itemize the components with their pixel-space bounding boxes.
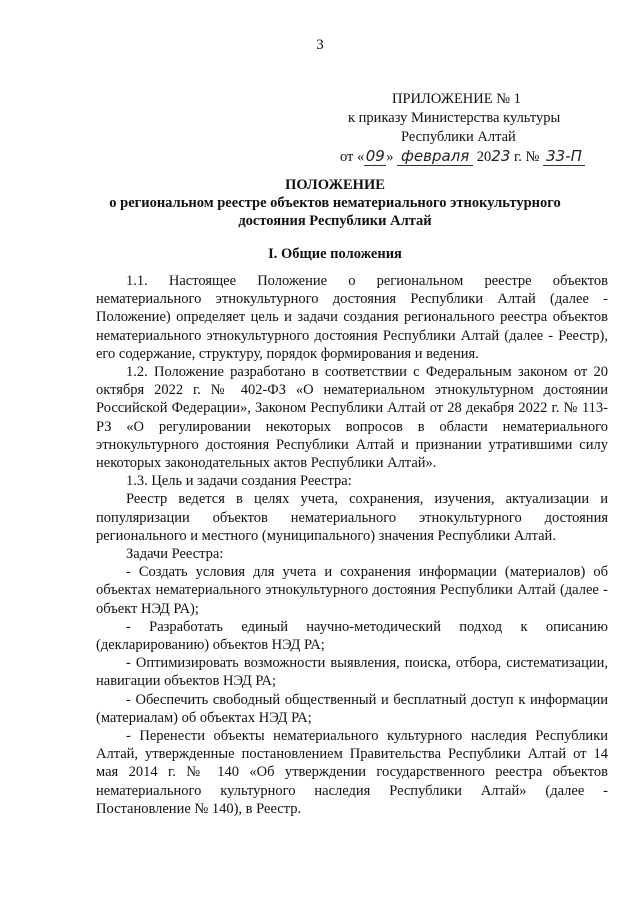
- paragraph-1-3: 1.3. Цель и задачи создания Реестра:: [126, 473, 352, 490]
- section-title: I. Общие положения: [268, 246, 402, 262]
- appendix-order-line: к приказу Министерства культуры: [348, 110, 561, 126]
- page-number: 3: [316, 37, 324, 53]
- task-item-1: - Создать условия для учета и сохранения информации (материалов) об объектах нематериального этнокультурного достояния Республики Алтай (далее - объект НЭД РА);: [96, 564, 608, 617]
- task-item-4: - Обеспечить свободный общественный и бесплатный доступ к информации (материалам) об объектах НЭД РА;: [96, 691, 608, 726]
- appendix-block: [340, 90, 590, 171]
- appendix-republic-line: Республики Алтай: [401, 129, 516, 145]
- paragraph-1-2: 1.2. Положение разработано в соответствии с Федеральным законом от 20 октября 2022 г. № 402-ФЗ «О нематериальном этнокультурном достоянии Российской Федерации», Законом Республики Алтай от 28 декабря 2022 г. № 113-РЗ «О регулировании некоторых вопросов в области нематериального этнокультурного достояния Республики Алтай и признании утратившими силу некоторых законодательных актов Республики Алтай».: [96, 364, 608, 472]
- paragraph-goal: Реестр ведется в целях учета, сохранения, изучения, актуализации и популяризации объектов нематериального этнокультурного достояния регионального и местного (муниципального) значения Республики Алтай.: [96, 491, 608, 544]
- task-item-2: - Разработать единый научно-методический подход к описанию (декларированию) объектов НЭД РА;: [96, 618, 608, 654]
- appendix-date-line: [340, 147, 590, 171]
- year-prefix: 20: [476, 149, 492, 165]
- handwritten-day: 09: [365, 147, 385, 165]
- handwritten-year: 23: [491, 147, 511, 165]
- handwritten-order-number: 33-П: [543, 148, 585, 166]
- appendix-title: ПРИЛОЖЕНИЕ № 1: [392, 91, 521, 107]
- date-mid: »: [386, 149, 394, 165]
- task-item-3: - Оптимизировать возможности выявления, поиска, отбора, систематизации, навигации объектов НЭД РА;: [96, 655, 608, 690]
- task-item-5: - Перенести объекты нематериального культурного наследия Республики Алтай, утвержденные постановлением Правительства Республики Алтай от 14 мая 2014 г. № 140 «Об утверждении государственного реестра объектов нематериального культурного наследия Республики Алтай» (далее - Постановление № 140), в Реестр.: [96, 728, 608, 817]
- title-line-3: достояния Республики Алтай: [238, 213, 432, 229]
- handwritten-month: февраля: [397, 148, 473, 166]
- paragraph-1-1: 1.1. Настоящее Положение о региональном реестре объектов нематериального этнокультурного достояния Республики Алтай (далее - Положение) определяет цель и задачи создания регионального реестра объектов нематериального этнокультурного достояния Республики Алтай (далее - Реестр), его содержание, структуру, порядок формирования и ведения.: [96, 273, 608, 362]
- document-title: [70, 176, 600, 230]
- title-line-1: ПОЛОЖЕНИЕ: [285, 177, 385, 193]
- body-text: [96, 272, 608, 818]
- paragraph-tasks-heading: Задачи Реестра:: [126, 546, 224, 563]
- year-after: г. №: [510, 149, 540, 165]
- date-prefix: от «: [340, 149, 365, 165]
- title-line-2: о региональном реестре объектов нематериального этнокультурного: [109, 195, 561, 211]
